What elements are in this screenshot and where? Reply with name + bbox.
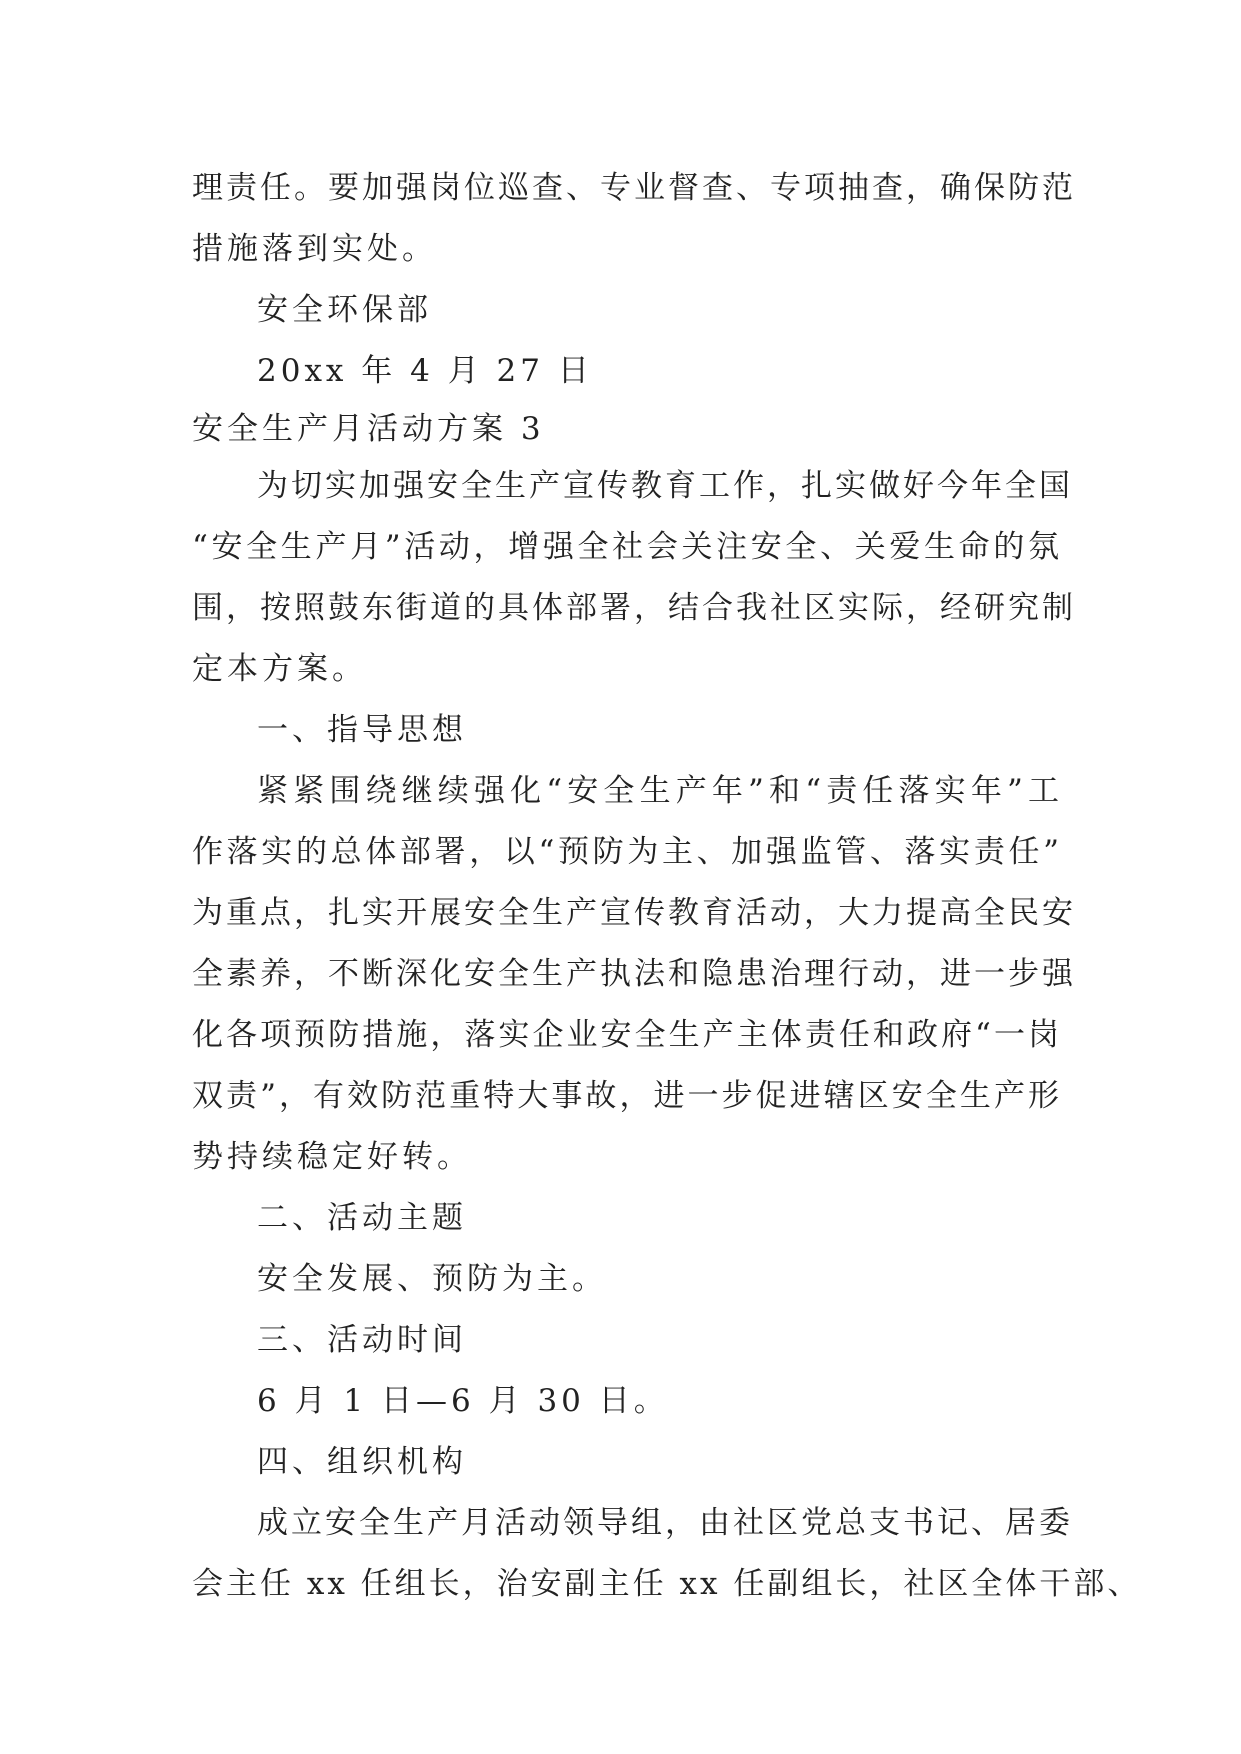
paragraph-line: 定本方案。 [192,651,367,687]
paragraph-line: 化各项预防措施，落实企业安全生产主体责任和政府“一岗 [192,1017,1062,1053]
section-heading: 三、活动时间 [257,1322,467,1358]
section-title: 安全生产月活动方案 3 [192,411,545,447]
paragraph-line: 势持续稳定好转。 [192,1139,472,1175]
paragraph-line: 理责任。要加强岗位巡查、专业督查、专项抽查，确保防范 [192,170,1076,206]
paragraph-line: 会主任 xx 任组长，治安副主任 xx 任副组长，社区全体干部、 [192,1566,1142,1602]
paragraph-line: 为切实加强安全生产宣传教育工作，扎实做好今年全国 [257,468,1073,504]
paragraph-line: 双责”，有效防范重特大事故，进一步促进辖区安全生产形 [192,1078,1062,1114]
paragraph-line: 安全发展、预防为主。 [257,1261,607,1297]
section-heading: 二、活动主题 [257,1200,467,1236]
signature-date: 20xx 年 4 月 27 日 [257,353,593,389]
paragraph-line: 6 月 1 日—6 月 30 日。 [257,1383,669,1419]
document-body [192,158,1142,1615]
paragraph-line: 措施落到实处。 [192,231,437,267]
paragraph-line: 成立安全生产月活动领导组，由社区党总支书记、居委 [257,1505,1073,1541]
paragraph-line: 为重点，扎实开展安全生产宣传教育活动，大力提高全民安 [192,895,1076,931]
section-heading: 一、指导思想 [257,712,467,748]
paragraph-line: 紧紧围绕继续强化“安全生产年”和“责任落实年”工 [257,773,1062,809]
paragraph-line: 围，按照鼓东街道的具体部署，结合我社区实际，经研究制 [192,590,1076,626]
paragraph-line: 作落实的总体部署，以“预防为主、加强监管、落实责任” [192,834,1062,870]
paragraph-line: 全素养，不断深化安全生产执法和隐患治理行动，进一步强 [192,956,1076,992]
signature-department: 安全环保部 [257,292,432,328]
section-heading: 四、组织机构 [257,1444,467,1480]
paragraph-line: “安全生产月”活动，增强全社会关注安全、关爱生命的氛 [192,529,1062,565]
